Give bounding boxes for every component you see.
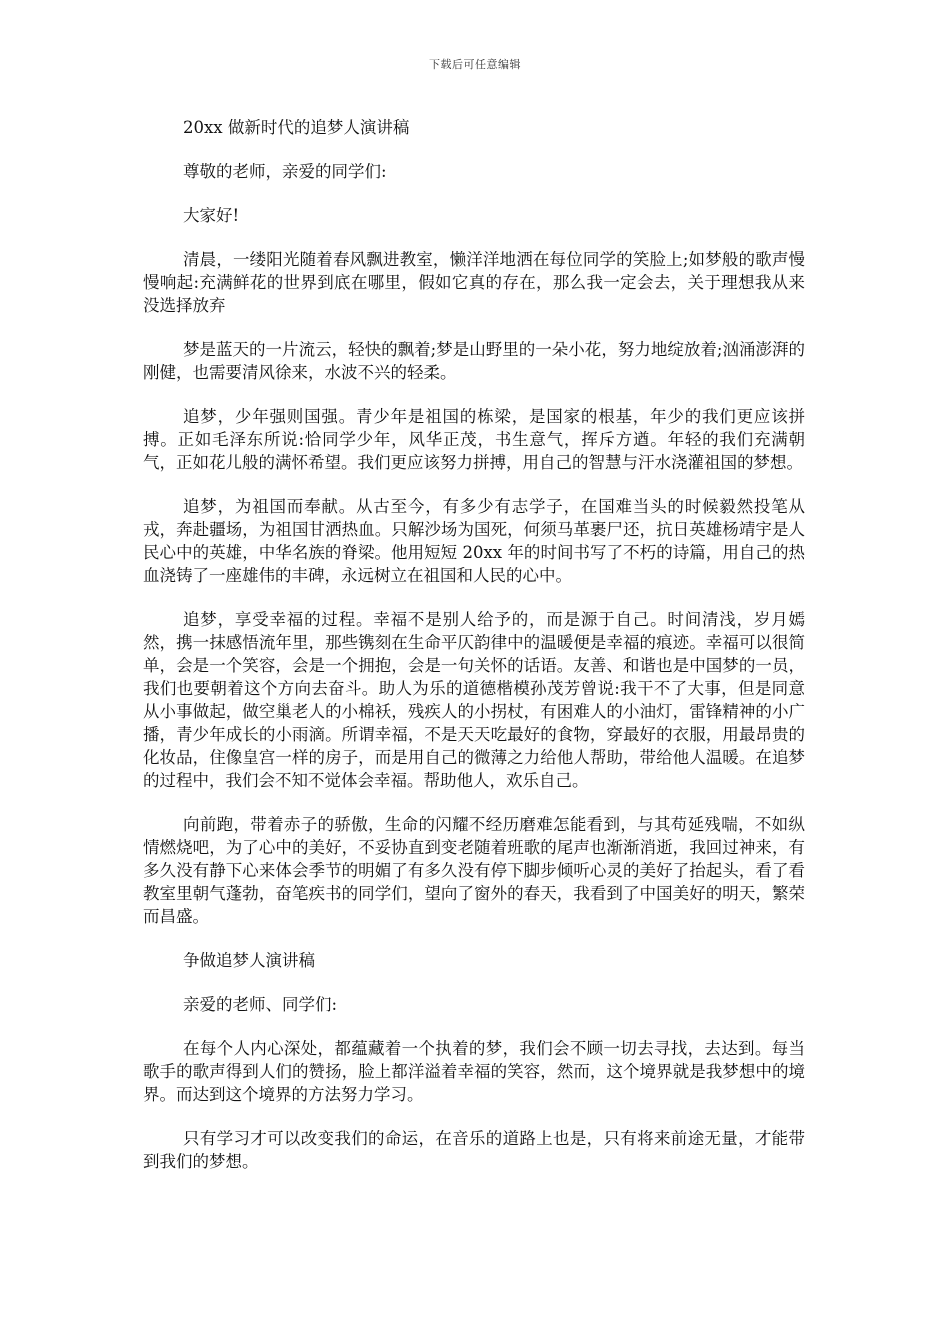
document-body: [143, 116, 805, 1194]
greeting-1: 尊敬的老师，亲爱的同学们:: [183, 162, 387, 181]
speech-title-1: 20xx 做新时代的追梦人演讲稿: [183, 118, 410, 137]
speech-title-2: 争做追梦人演讲稿: [183, 951, 315, 970]
paragraph: 梦是蓝天的一片流云，轻快的飘着;梦是山野里的一朵小花，努力地绽放着;汹涌澎湃的刚健，也需要清风徐来，水波不兴的轻柔。: [143, 340, 805, 382]
hello-line: 大家好!: [183, 206, 240, 225]
paragraph: 向前跑，带着赤子的骄傲，生命的闪耀不经历磨难怎能看到，与其苟延残喘，不如纵情燃烧吧，为了心中的美好，不妥协直到变老随着班歌的尾声也渐渐消逝，我回过神来，有多久没有静下心来体会季节的明媚了有多久没有停下脚步倾听心灵的美好了抬起头，看了看教室里朝气蓬勃，奋笔疾书的同学们，望向了窗外的春天，我看到了中国美好的明天，繁荣而昌盛。: [143, 815, 805, 926]
page-header-note: 下载后可任意编辑: [429, 58, 521, 71]
paragraph: 追梦，享受幸福的过程。幸福不是别人给予的，而是源于自己。时间清浅，岁月嫣然，携一抹感悟流年里，那些镌刻在生命平仄韵律中的温暖便是幸福的痕迹。幸福可以很简单，会是一个笑容，会是一个拥抱，会是一句关怀的话语。友善、和谐也是中国梦的一员，我们也要朝着这个方向去奋斗。助人为乐的道德楷模孙茂芳曾说:我干不了大事，但是同意从小事做起，做空巢老人的小棉袄，残疾人的小拐杖，有困难人的小油灯，雷锋精神的小广播，青少年成长的小雨滴。所谓幸福，不是天天吃最好的食物，穿最好的衣服，用最昂贵的化妆品，住像皇宫一样的房子，而是用自己的微薄之力给他人帮助，带给他人温暖。在追梦的过程中，我们会不知不觉体会幸福。帮助他人，欢乐自己。: [143, 610, 805, 790]
paragraph: 只有学习才可以改变我们的命运，在音乐的道路上也是，只有将来前途无量，才能带到我们的梦想。: [143, 1129, 805, 1171]
paragraph: 追梦，少年强则国强。青少年是祖国的栋梁，是国家的根基，年少的我们更应该拼搏。正如毛泽东所说:恰同学少年，风华正茂，书生意气，挥斥方遒。年轻的我们充满朝气，正如花儿般的满怀希望。我们更应该努力拼搏，用自己的智慧与汗水浇灌祖国的梦想。: [143, 407, 805, 472]
paragraph: 追梦，为祖国而奉献。从古至今，有多少有志学子，在国难当头的时候毅然投笔从戎，奔赴疆场，为祖国甘洒热血。只解沙场为国死，何须马革裹尸还，抗日英雄杨靖宇是人民心中的英雄，中华名族的脊梁。他用短短 20xx 年的时间书写了不朽的诗篇，用自己的热血浇铸了一座雄伟的丰碑，永远树立在祖国和人民的心中。: [143, 497, 805, 585]
paragraph: 清晨，一缕阳光随着春风飘进教室，懒洋洋地洒在每位同学的笑脸上;如梦般的歌声慢慢响起:充满鲜花的世界到底在哪里，假如它真的存在，那么我一定会去，关于理想我从来没选择放弃: [143, 250, 805, 315]
paragraph: 在每个人内心深处，都蕴藏着一个执着的梦，我们会不顾一切去寻找，去达到。每当歌手的歌声得到人们的赞扬，脸上都洋溢着幸福的笑容，然而，这个境界就是我梦想中的境界。而达到这个境界的方法努力学习。: [143, 1039, 805, 1104]
greeting-2: 亲爱的老师、同学们:: [183, 995, 338, 1014]
